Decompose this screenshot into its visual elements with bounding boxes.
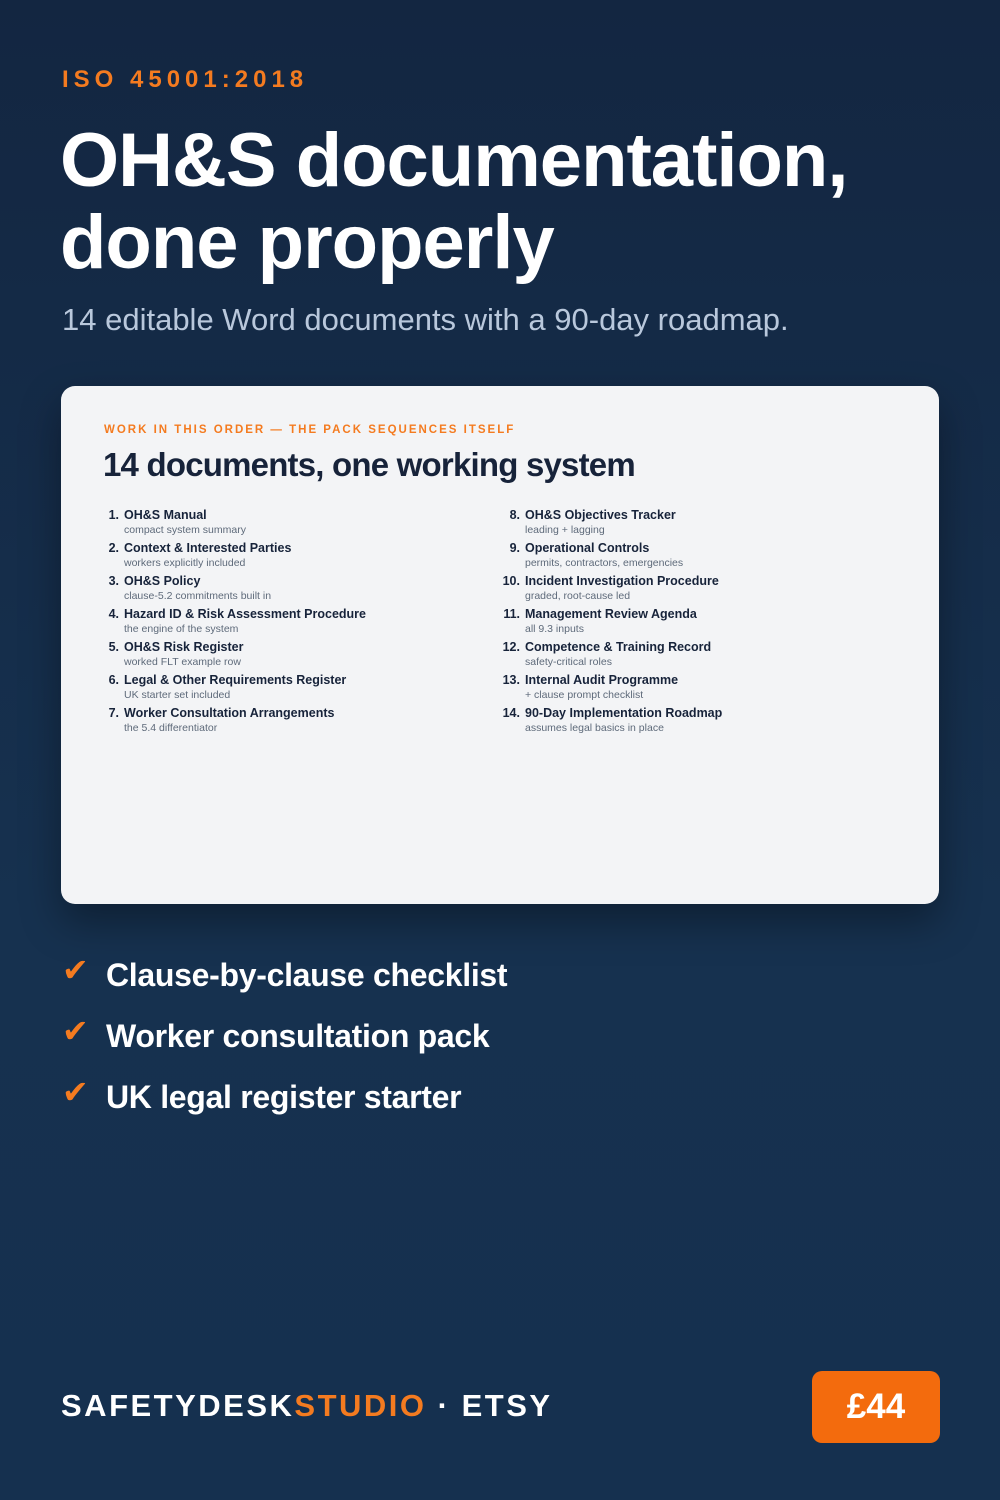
document-list-item	[103, 673, 483, 706]
document-description: safety-critical roles	[525, 656, 612, 668]
document-text	[525, 706, 722, 739]
document-title: Context & Interested Parties	[124, 541, 292, 555]
brand-accent: STUDIO	[294, 1388, 427, 1423]
card-title: 14 documents, one working system	[103, 446, 635, 483]
document-list-item	[103, 508, 483, 541]
document-description: UK starter set included	[124, 689, 231, 701]
document-title: OH&S Risk Register	[124, 640, 244, 654]
brand-suffix: · ETSY	[426, 1388, 553, 1423]
document-description: clause-5.2 commitments built in	[124, 590, 272, 602]
document-number: 13.	[502, 673, 520, 687]
documents-list-right	[498, 508, 878, 739]
document-description: + clause prompt checklist	[525, 689, 644, 701]
headline: OH&S documentation, done properly	[60, 118, 848, 285]
brand-footer	[61, 1388, 553, 1424]
document-text	[525, 640, 711, 673]
check-icon: ✔	[62, 1011, 89, 1050]
document-number: 12.	[502, 640, 520, 654]
document-title: 90-Day Implementation Roadmap	[525, 706, 723, 720]
document-list-item	[103, 574, 483, 607]
document-number: 2.	[108, 541, 119, 555]
feature-label: UK legal register starter	[106, 1079, 462, 1115]
feature-item	[62, 1067, 507, 1128]
document-number: 7.	[108, 706, 119, 720]
document-text	[525, 574, 719, 607]
document-number: 8.	[509, 508, 520, 522]
document-number: 9.	[509, 541, 520, 555]
feature-label: Clause-by-clause checklist	[106, 957, 508, 993]
document-description: workers explicitly included	[124, 557, 246, 569]
document-title: Operational Controls	[525, 541, 650, 555]
document-number: 6.	[108, 673, 119, 687]
documents-list-left	[103, 508, 483, 739]
document-title: Legal & Other Requirements Register	[124, 673, 347, 687]
price-badge: £44	[812, 1371, 940, 1443]
document-title: OH&S Objectives Tracker	[525, 508, 676, 522]
card-eyebrow: WORK IN THIS ORDER — THE PACK SEQUENCES ITSELF	[104, 424, 516, 436]
document-list-item	[498, 706, 878, 739]
document-title: OH&S Manual	[124, 508, 207, 522]
document-description: graded, root-cause led	[525, 590, 631, 602]
document-title: Management Review Agenda	[525, 607, 697, 621]
document-list-item	[103, 607, 483, 640]
document-text	[124, 607, 366, 640]
document-description: worked FLT example row	[124, 656, 241, 668]
document-text	[124, 640, 243, 673]
document-text	[124, 508, 246, 541]
document-title: Hazard ID & Risk Assessment Procedure	[124, 607, 366, 621]
feature-item	[62, 1006, 507, 1067]
document-list-item	[103, 706, 483, 739]
document-list-item	[498, 574, 878, 607]
document-number: 1.	[108, 508, 119, 522]
features-list	[62, 945, 507, 1128]
feature-label: Worker consultation pack	[106, 1018, 490, 1054]
document-number: 4.	[108, 607, 119, 621]
document-description: compact system summary	[124, 524, 246, 536]
document-text	[124, 706, 334, 739]
document-number: 3.	[108, 574, 119, 588]
document-title: OH&S Policy	[124, 574, 201, 588]
document-text	[525, 607, 697, 640]
document-number: 10.	[502, 574, 520, 588]
document-description: permits, contractors, emergencies	[525, 557, 684, 569]
check-icon: ✔	[62, 1072, 89, 1111]
document-list-item	[103, 640, 483, 673]
document-list-item	[498, 541, 878, 574]
document-list-item	[498, 673, 878, 706]
document-description: all 9.3 inputs	[525, 623, 584, 635]
document-number: 11.	[503, 607, 520, 621]
document-title: Competence & Training Record	[525, 640, 712, 654]
document-description: the engine of the system	[124, 623, 239, 635]
document-text	[525, 541, 683, 574]
document-text	[124, 673, 346, 706]
document-text	[124, 541, 291, 574]
eyebrow-label: ISO 45001:2018	[62, 66, 309, 93]
document-description: assumes legal basics in place	[525, 722, 664, 734]
document-number: 5.	[108, 640, 119, 654]
document-list-item	[498, 640, 878, 673]
document-text	[525, 673, 678, 706]
document-list-item	[498, 508, 878, 541]
document-list-item	[103, 541, 483, 574]
subheadline: 14 editable Word documents with a 90-day roadmap.	[62, 302, 789, 337]
document-list-item	[498, 607, 878, 640]
documents-card	[61, 386, 939, 904]
document-description: the 5.4 differentiator	[124, 722, 218, 734]
document-title: Worker Consultation Arrangements	[124, 706, 335, 720]
document-text	[124, 574, 271, 607]
feature-item	[62, 945, 507, 1006]
check-icon: ✔	[62, 950, 89, 989]
document-description: leading + lagging	[525, 524, 605, 536]
document-title: Internal Audit Programme	[525, 673, 679, 687]
brand-primary: SAFETYDESK	[61, 1388, 295, 1423]
document-number: 14.	[502, 706, 520, 720]
document-title: Incident Investigation Procedure	[525, 574, 719, 588]
document-text	[525, 508, 676, 541]
